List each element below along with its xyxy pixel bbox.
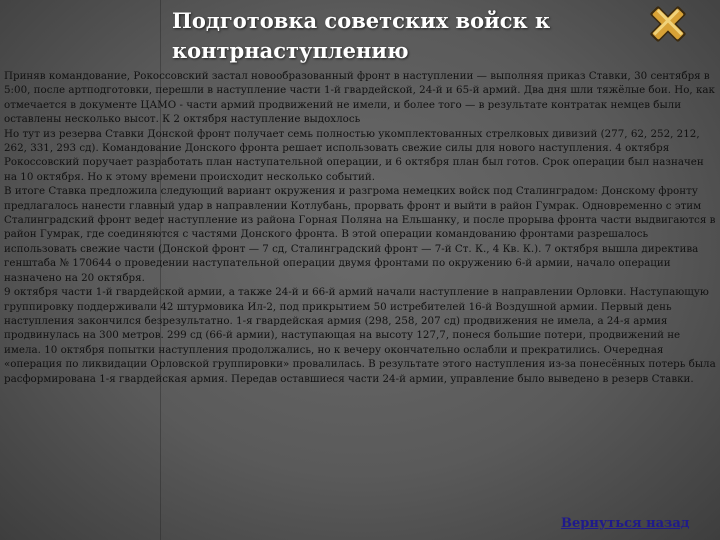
paragraph-3: В итоге Ставка предложила следующий вариант окружения и разгрома немецких войск под Сталинградом: Донскому фронту предлагалось нанести главный удар в направлении Котлубань, прорвать фронт и выйти в район Гумрак. Одновременно с этим Сталинградский фронт ведет наступление из района Горная Поляна на Ельшанку, и после прорыва фронта части выдвигаются в район Гумрак, где соединяются с частями Донского фронта. В этой операции командованию фронтами разрешалось использовать свежие части (Донской фронт — 7 сд, Сталинградский фронт — 7-й Ст. К., 4 Кв. К.). 7 октября вышла директива генштаба № 170644 о проведении наступательной операции двумя фронтами по окружению 6-й армии, начало операции назначено на 20 октября. [4,185,716,284]
paragraph-2: Но тут из резерва Ставки Донской фронт получает семь полностью укомплектованных стрелковых дивизий (277, 62, 252, 212, 262, 331, 293 сд). Командование Донского фронта решает использовать свежие силы для нового наступления. 4 октября Рокоссовский поручает разработать план наступательной операции, и 6 октября план был готов. Срок операции был назначен на 10 октября. Но к этому времени происходит несколько событий. [4,127,704,183]
back-link[interactable]: Вернуться назад [561,516,690,531]
paragraph-4: 9 октября части 1-й гвардейской армии, а также 24-й и 66-й армий начали наступление в направлении Орловки. Наступающую группировку поддерживали 42 штурмовика Ил-2, под прикрытием 50 истребителей 16-й Воздушной армии. Первый день наступления закончился безрезультатно. 1-я гвардейская армия (298, 258, 207 сд) продвижения не имела, а 24-я армия продвинулась на 300 метров. 299 сд (66-й армии), наступающая на высоту 127,7, понеся большие потери, продвижений не имела. 10 октября попытки наступления продолжались, но к вечеру окончательно ослабли и прекратились. Очередная «операция по ликвидации Орловской группировки» провалилась. В результате этого наступления из-за понесённых потерь была расформирована 1-я гвардейская армия. Передав оставшиеся части 24-й армии, управление было выведено в резерв Ставки. [4,286,716,385]
paragraph-1: Приняв командование, Рокоссовский застал новообразованный фронт в наступлении — выполняя приказ Ставки, 30 сентября в 5:00, после артподготовки, перешли в наступление части 1-й гвардейской, 24-й и 65-й армий. Два дня шли тяжёлые бои. Но, как отмечается в документе ЦАМО - части армий продвижений не имели, и более того — в результате контратак немцев были оставлены несколько высот. К 2 октября наступление выдохлось [4,70,715,126]
slide-body [4,69,716,386]
close-button[interactable] [646,4,690,44]
close-x-icon [646,4,690,44]
slide-title: Подготовка советских войск к контрнаступлению [172,8,551,63]
